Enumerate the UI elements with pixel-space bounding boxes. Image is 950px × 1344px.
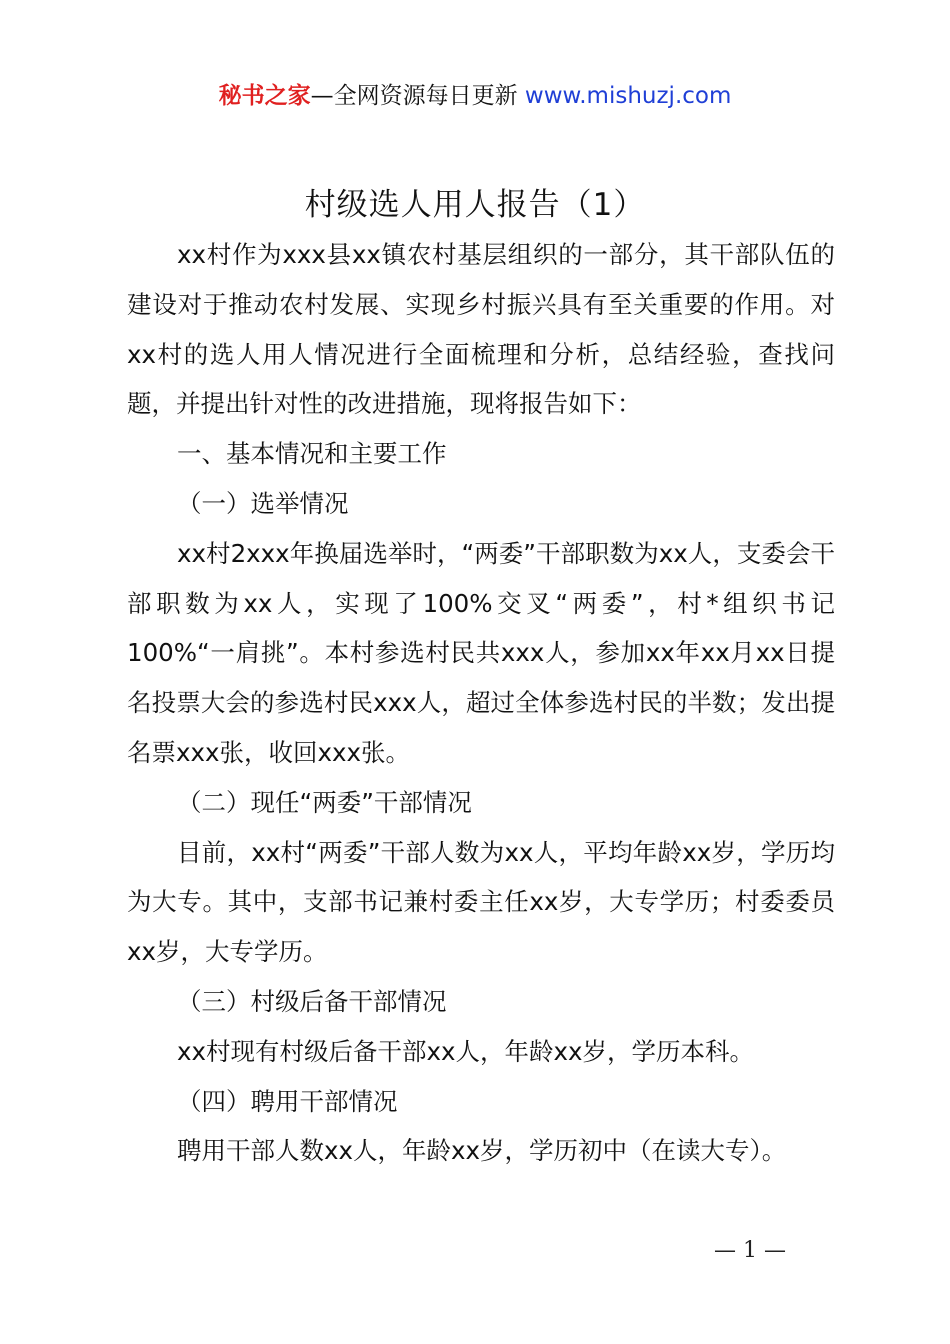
site-url-link[interactable]: www.mishuzj.com <box>524 83 732 109</box>
body-paragraph: 目前，xx村“两委”干部人数为xx人，平均年龄xx岁，学历均为大专。其中，支部书记兼村委主任xx岁，大专学历；村委委员xx岁，大专学历。 <box>127 837 835 967</box>
body-paragraph: xx村现有村级后备干部xx人，年龄xx岁，学历本科。 <box>177 1036 754 1066</box>
document-body <box>127 230 835 1176</box>
subsection-heading: （二）现任“两委”干部情况 <box>177 787 472 817</box>
body-paragraph: 聘用干部人数xx人，年龄xx岁，学历初中（在读大专）。 <box>177 1136 787 1166</box>
header-tagline: —全网资源每日更新 <box>310 83 525 109</box>
site-header <box>0 80 950 112</box>
page-number: — 1 — <box>714 1238 786 1263</box>
subsection-heading: （一）选举情况 <box>177 488 349 518</box>
intro-paragraph: xx村作为xxx县xx镇农村基层组织的一部分，其干部队伍的建设对于推动农村发展、实现乡村振兴具有至关重要的作用。对xx村的选人用人情况进行全面梳理和分析，总结经验，查找问题，并提出针对性的改进措施，现将报告如下： <box>127 240 835 419</box>
subsection-heading: （三）村级后备干部情况 <box>177 986 447 1016</box>
brand-name: 秘书之家 <box>218 83 311 109</box>
body-paragraph: xx村2xxx年换届选举时，“两委”干部职数为xx人，支委会干部职数为xx人，实现了100%交叉“两委”，村*组织书记100%“一肩挑”。本村参选村民共xxx人，参加xx年xx月xx日提名投票大会的参选村民xxx人，超过全体参选村民的半数；发出提名票xxx张，收回xxx张。 <box>127 538 835 767</box>
section-heading: 一、基本情况和主要工作 <box>177 439 447 469</box>
document-title: 村级选人用人报告（1） <box>304 187 646 223</box>
subsection-heading: （四）聘用干部情况 <box>177 1086 398 1116</box>
